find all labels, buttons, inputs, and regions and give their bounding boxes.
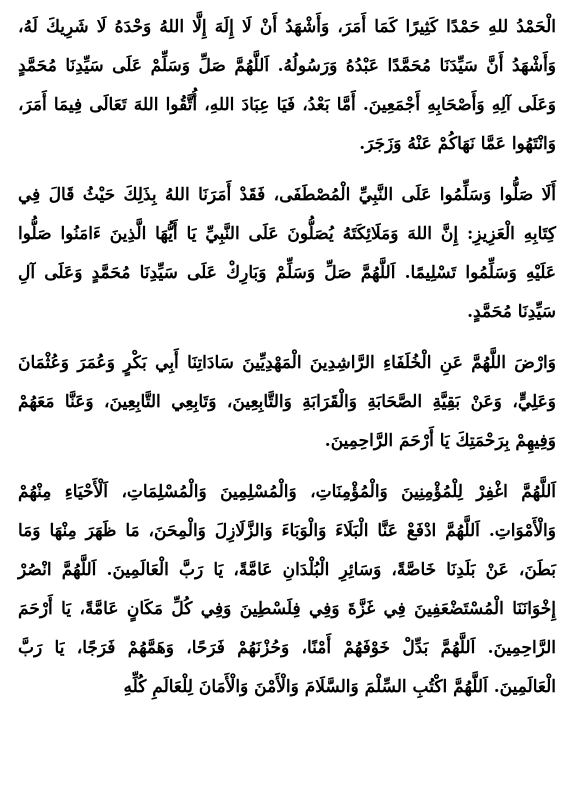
paragraph-opening-praise: الْحَمْدُ للهِ حَمْدًا كَثِيرًا كَمَا أَمَرَ، وَأَشْهَدُ أَنْ لَا إِلَهَ إِلَّا اللهُ وَحْدَهُ لَا شَرِيكَ لَهُ، وَأَشْهَدُ أَنَّ سَيِّدَنَا مُحَمَّدًا عَبْدُهُ وَرَسُولُهُ. اَللَّهُمَّ صَلِّ وَسَلِّمْ عَلَى سَيِّدِنَا مُحَمَّدٍ وَعَلَى آلِهِ وَأَصْحَابِهِ أَجْمَعِينَ. أَمَّا بَعْدُ، فَيَا عِبَادَ اللهِ، أُتَّقُوا اللهَ تَعَالَى فِيمَا أَمَرَ، وَانْتَهُوا عَمَّا نَهَاكُمْ عَنْهُ وَزَجَرَ. <box>18 17 556 154</box>
paragraph-companions: وَارْضَ اللَّهُمَّ عَنِ الْخُلَفَاءِ الرَّاشِدِينَ الْمَهْدِيِّينَ سَادَاتِنَا أَبِي بَكْرٍ وَعُمَرَ وَعُثْمَانَ وَعَلِيٍّ، وَعَنْ بَقِيَّةِ الصَّحَابَةِ وَالْقَرَابَةِ وَالتَّابِعِينَ، وَتَابِعِي التَّابِعِينَ، وَعَنَّا مَعَهُمْ وَفِيهِمْ بِرَحْمَتِكَ يَا أَرْحَمَ الرَّاحِمِينَ. <box>18 353 556 451</box>
paragraph-salawat: أَلَا صَلُّوا وَسَلِّمُوا عَلَى النَّبِيِّ الْمُصْطَفَى، فَقَدْ أَمَرَنَا اللهُ بِذَلِكَ حَيْثُ قَالَ فِي كِتَابِهِ الْعَزِيزِ: إِنَّ اللهَ وَمَلَائِكَتَهُ يُصَلُّونَ عَلَى النَّبِيِّ يَا أَيُّهَا الَّذِينَ ءَامَنُوا صَلُّوا عَلَيْهِ وَسَلِّمُوا تَسْلِيمًا. اَللَّهُمَّ صَلِّ وَسَلِّمْ وَبَارِكْ عَلَى سَيِّدِنَا مُحَمَّدٍ وَعَلَى آلِ سَيِّدِنَا مُحَمَّدٍ. <box>18 185 556 322</box>
paragraph-supplication: اَللَّهُمَّ اغْفِرْ لِلْمُؤْمِنِينَ وَالْمُؤْمِنَاتِ، وَالْمُسْلِمِينَ وَالْمُسْلِمَاتِ، اَلْأَحْيَاءِ مِنْهُمْ وَالْأَمْوَاتِ. اَللَّهُمَّ ادْفَعْ عَنَّا الْبَلَاءَ وَالْوَبَاءَ وَالزَّلَازِلَ وَالْمِحَنَ، مَا ظَهَرَ مِنْهَا وَمَا بَطَنَ، عَنْ بَلَدِنَا خَاصَّةً، وَسَائِرِ الْبُلْدَانِ عَامَّةً، يَا رَبَّ الْعَالَمِينَ. اَللَّهُمَّ انْصُرْ إِخْوَانَنَا الْمُسْتَضْعَفِينَ فِي غَزَّةَ وَفِي فِلَسْطِينَ وَفِي كُلِّ مَكَانٍ عَامَّةً، يَا أَرْحَمَ الرَّاحِمِينَ. اَللَّهُمَّ بَدِّلْ خَوْفَهُمْ أَمْنًا، وَحُزْنَهُمْ فَرَحًا، وَهَمَّهُمْ فَرَجًا، يَا رَبَّ الْعَالَمِينَ. اَللَّهُمَّ اكْتُبِ السِّلْمَ وَالسَّلَامَ وَالْأَمْنَ وَالْأَمَانَ لِلْعَالَمِ كُلِّهِ <box>18 482 556 697</box>
